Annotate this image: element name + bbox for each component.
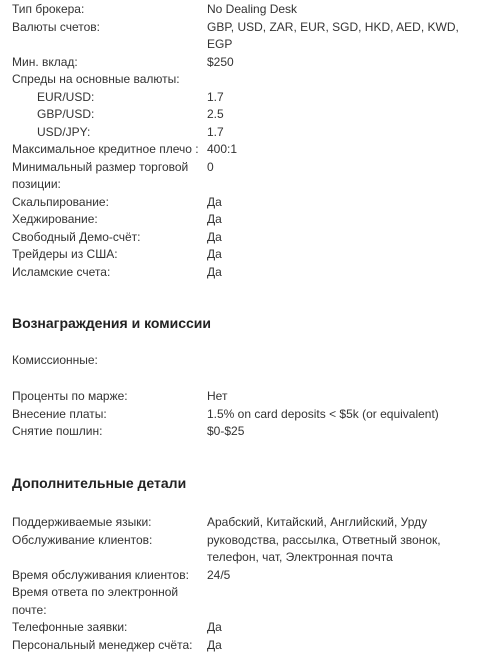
spread-value: 2.5 [207,107,224,121]
min-position-label: Минимальный размер торговой позиции: [12,159,189,191]
withdrawal-fee-value: $0-$25 [207,424,245,438]
hedging-row [12,211,472,229]
spread-row [12,124,472,142]
us-traders-row [12,246,472,264]
free-demo-row [12,229,472,247]
customer-service-value: руководства, рассылка, Ответный звонок, телефон, чат, Электронная почта [207,532,441,564]
hedging-label: Хеджирование: [12,212,98,226]
fees-list [12,388,472,441]
fees-section-title: Вознаграждения и комиссии [12,315,212,331]
phone-orders-value: Да [207,620,222,634]
min-position-value: 0 [207,159,214,174]
max-leverage-row [12,141,472,159]
spread-pair-label: EUR/USD: [37,89,95,104]
deposit-fee-value: 1.5% on card deposits < $5k (or equivalent) [207,406,439,421]
margin-interest-row [12,388,472,406]
commissions-list [12,352,472,370]
free-demo-label: Свободный Демо-счёт: [12,229,141,244]
phone-orders-row [12,619,472,637]
account-currencies-label: Валюты счетов: [12,19,101,34]
hedging-value: Да [207,212,222,226]
account-currencies-value: GBP, USD, ZAR, EUR, SGD, HKD, AED, KWD, EGP [207,19,459,51]
islamic-accounts-value: Да [207,264,222,279]
commissions-label: Комиссионные: [12,353,98,367]
min-deposit-value: $250 [207,54,234,69]
islamic-accounts-label: Исламские счета: [12,264,111,279]
broker-type-row [12,1,472,19]
broker-type-value: No Dealing Desk [207,2,298,16]
withdrawal-fee-row [12,423,472,441]
broker-info-list [12,1,472,281]
broker-type-label: Тип брокера: [12,2,85,16]
email-response-row [12,584,472,619]
min-position-row [12,159,472,194]
min-deposit-label: Мин. вклад: [12,54,78,69]
spread-pair-label: GBP/USD: [37,107,95,121]
account-manager-value: Да [207,637,222,652]
max-leverage-value: 400:1 [207,142,238,156]
account-manager-row [12,637,472,655]
scalping-value: Да [207,194,222,209]
scalping-row [12,194,472,212]
spread-value: 1.7 [207,89,224,104]
account-manager-label: Персональный менеджер счёта: [12,637,193,652]
spread-value: 1.7 [207,124,224,139]
deposit-fee-label: Внесение платы: [12,406,107,421]
email-response-label: Время ответа по электронной почте: [12,585,179,617]
service-hours-row [12,567,472,585]
account-currencies-row [12,19,472,54]
spread-row [12,89,472,107]
deposit-fee-row [12,406,472,424]
spreads-heading-row [12,71,472,89]
customer-service-row [12,532,472,567]
spread-row [12,106,472,124]
phone-orders-label: Телефонные заявки: [12,620,128,634]
commissions-value [207,352,472,370]
details-section-title: Дополнительные детали [12,475,187,491]
free-demo-value: Да [207,229,222,244]
service-hours-value: 24/5 [207,567,231,582]
commissions-row [12,352,472,370]
us-traders-value: Да [207,247,222,261]
max-leverage-label: Максимальное кредитное плечо : [12,142,199,156]
withdrawal-fee-label: Снятие пошлин: [12,424,103,438]
spread-pair-label: USD/JPY: [37,124,91,139]
us-traders-label: Трейдеры из США: [12,247,118,261]
email-response-value [207,584,472,619]
spreads-heading-label: Спреды на основные валюты: [12,72,180,86]
islamic-accounts-row [12,264,472,282]
min-deposit-row [12,54,472,72]
margin-interest-value: Нет [207,389,228,403]
scalping-label: Скальпирование: [12,194,109,209]
margin-interest-label: Проценты по марже: [12,389,128,403]
customer-service-label: Обслуживание клиентов: [12,532,153,547]
languages-row [12,514,472,532]
languages-label: Поддерживаемые языки: [12,515,152,529]
service-hours-label: Время обслуживания клиентов: [12,567,189,582]
details-list [12,514,472,654]
languages-value: Арабский, Китайский, Английский, Урду [207,515,428,529]
